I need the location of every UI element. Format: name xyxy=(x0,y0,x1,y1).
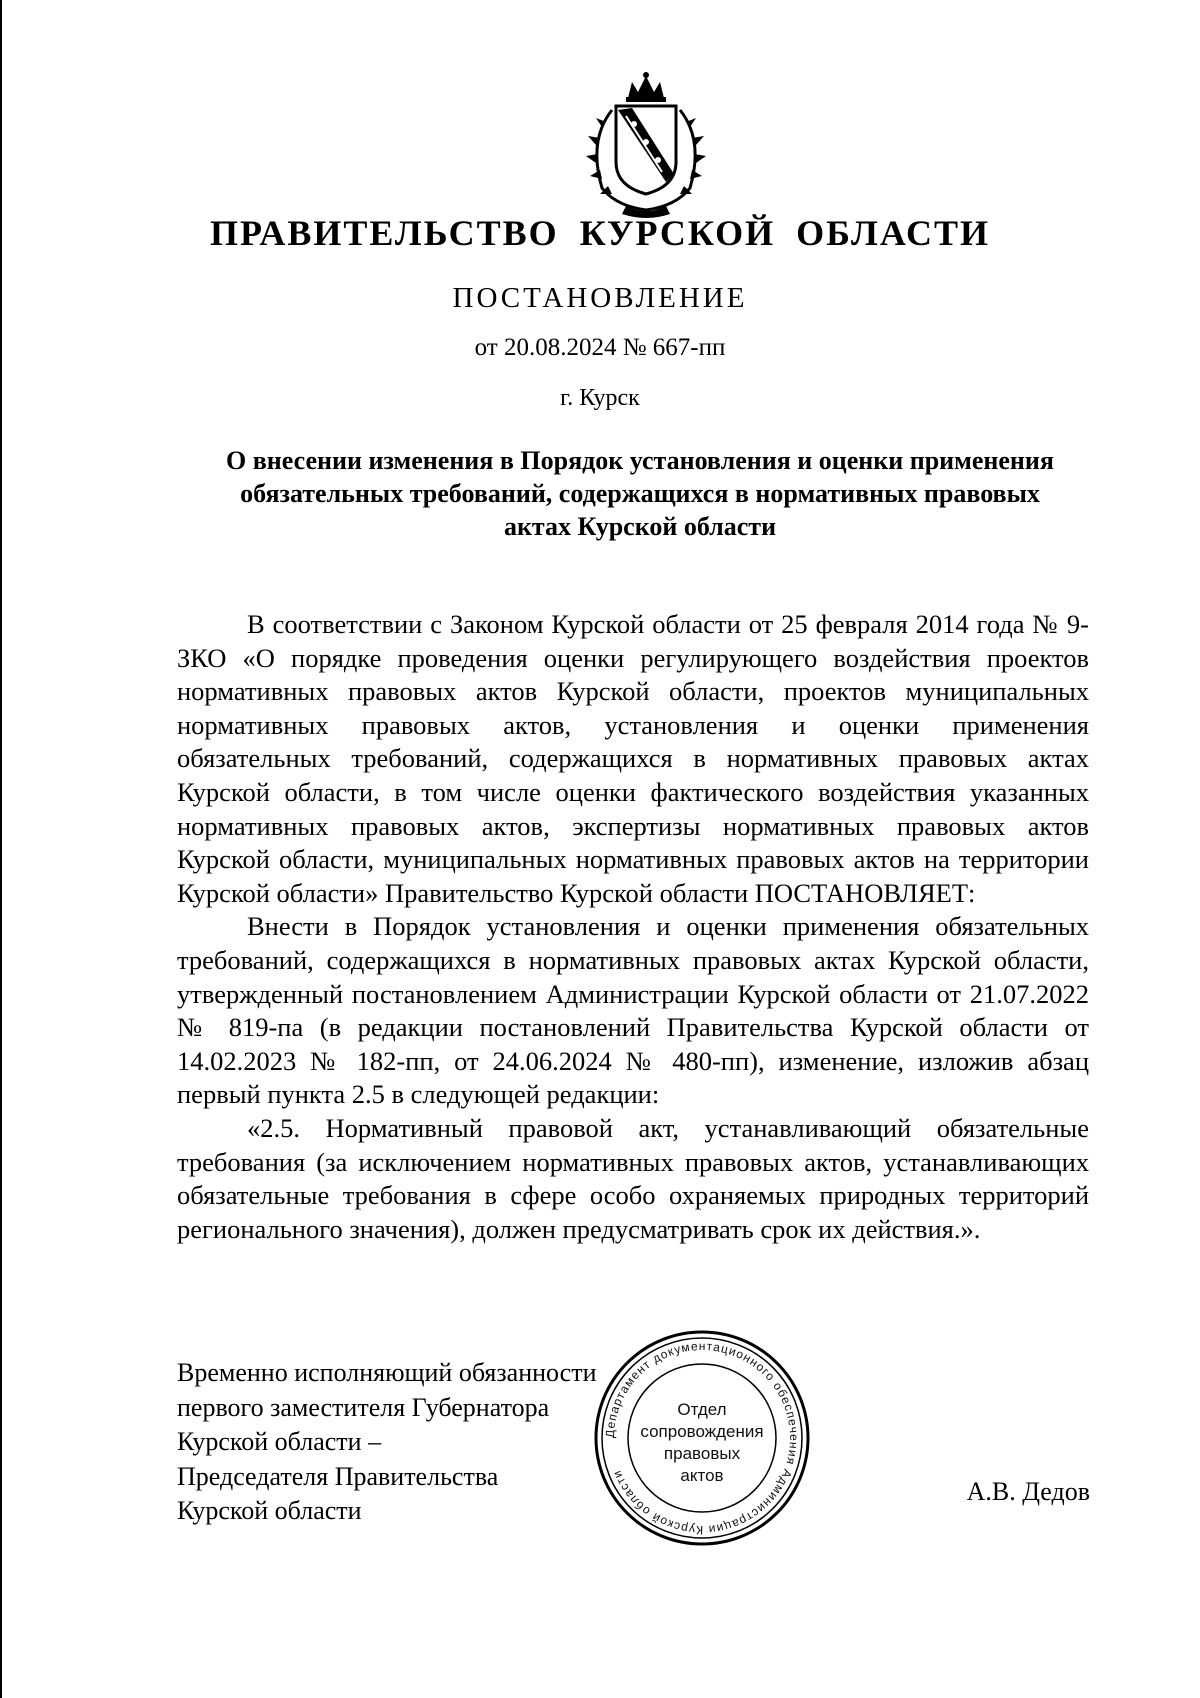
scan-edge xyxy=(0,0,2,1698)
document-subject xyxy=(175,444,1105,543)
stamp-center-line: актов xyxy=(680,1466,724,1485)
document-city: г. Курск xyxy=(560,385,640,411)
stamp-center-line: сопровождения xyxy=(640,1422,764,1441)
signatory-name: А.В. Дедов xyxy=(966,1477,1090,1506)
signatory-position-line: Курской области – xyxy=(177,1427,382,1456)
body-paragraph-amendment: «2.5. Нормативный правовой акт, устанавливающий обязательные требования (за исключением нормативных правовых актов, устанавливающих обязательные требования в сфере особо охраняемых природных территорий регионального значения), должен предусматривать срок их действия.». xyxy=(177,1112,1089,1244)
document-number-date: от 20.08.2024 № 667-пп xyxy=(474,334,726,361)
body-paragraph-preamble: В соответствии с Законом Курской области от 25 февраля 2014 года № 9-ЗКО «О порядке проведения оценки регулирующего воздействия проектов нормативных правовых актов Курской области, проектов муниципальных нормативных правовых актов, установления и оценки применения обязательных требований, содержащихся в нормативных правовых актах Курской области, в том числе оценки фактического воздействия указанных нормативных правовых актов, экспертизы нормативных правовых актов Курской области, муниципальных нормативных правовых актов на территории Курской области» Правительство Курской области ПОСТАНОВЛЯЕТ: xyxy=(177,609,1089,908)
coat-of-arms-emblem xyxy=(566,70,726,220)
document-type: ПОСТАНОВЛЕНИЕ xyxy=(452,282,748,314)
subject-line: О внесении изменения в Порядок установления и оценки применения xyxy=(226,446,1054,475)
subject-line: обязательных требований, содержащихся в нормативных правовых xyxy=(240,479,1040,508)
subject-line: актах Курской области xyxy=(503,512,777,541)
stamp-center-line: правовых xyxy=(663,1444,741,1463)
body-paragraph-resolution: Внести в Порядок установления и оценки применения обязательных требований, содержащихся в нормативных правовых актах Курской области, утвержденный постановлением Администрации Курской области от 21.07.2022 № 819-па (в редакции постановлений Правительства Курской области от 14.02.2023 № 182-пп, от 24.06.2024 № 480-пп), изменение, изложив абзац первый пункта 2.5 в следующей редакции: xyxy=(177,911,1089,1110)
government-title: ПРАВИТЕЛЬСТВО КУРСКОЙ ОБЛАСТИ xyxy=(209,213,991,253)
document-body xyxy=(177,608,1089,1246)
signatory-position-line: Временно исполняющий обязанности xyxy=(177,1358,597,1387)
official-stamp xyxy=(592,1328,812,1548)
stamp-center-line: Отдел xyxy=(677,1400,727,1419)
signatory-position-line: первого заместителя Губернатора xyxy=(177,1392,550,1422)
signatory-position-line: Курской области xyxy=(177,1496,362,1525)
signatory-position xyxy=(177,1356,657,1529)
stamp-ring-text: Департамент документационного обеспечения Администрации Курской области xyxy=(602,1338,802,1538)
signatory-position-line: Председателя Правительства xyxy=(177,1461,499,1491)
